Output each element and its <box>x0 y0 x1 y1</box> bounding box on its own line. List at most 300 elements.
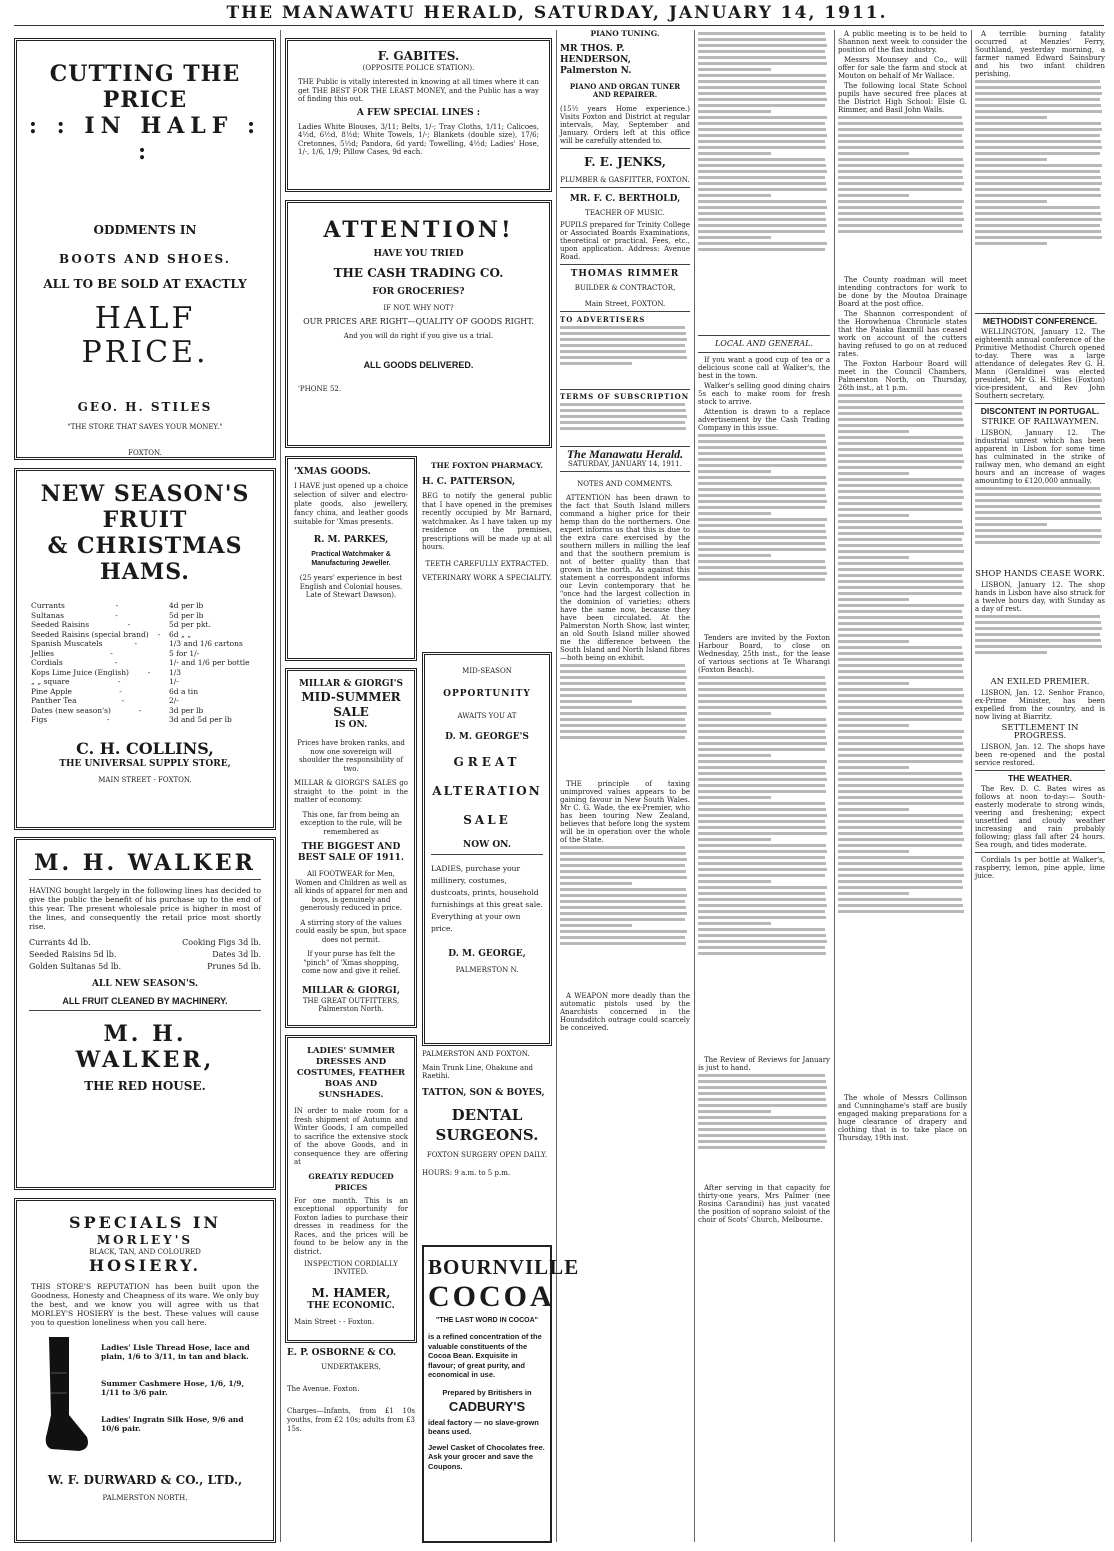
column-divider <box>280 30 281 1542</box>
separator: - <box>110 648 113 658</box>
collins-price-list <box>31 601 259 725</box>
text-line <box>838 724 909 727</box>
separator: - <box>121 696 125 705</box>
collins-item-price: 5d per lb <box>169 610 204 620</box>
patterson-body: BEG to notify the general public that I have opened in the premises recently occupied by Mr Barnard, watchmaker. As I have taken up my residence on the premises, prescriptions will be made up at all hours. <box>422 492 552 551</box>
text-line <box>838 802 964 805</box>
text-line <box>838 718 962 721</box>
text-line <box>975 511 1101 514</box>
hamer-body: IN order to make room for a fresh shipment of Autumn and Winter Goods, I am compelled to sacrifice the extensive stock of the above Goods, and in consequence they are offering at <box>294 1107 408 1166</box>
text-line <box>838 628 962 631</box>
cash-l6: OUR PRICES ARE RIGHT—QUALITY OF GOODS RIGHT. <box>303 317 534 326</box>
text-line <box>838 194 909 197</box>
walker-cleaned: ALL FRUIT CLEANED BY MACHINERY. <box>62 996 228 1006</box>
text-line <box>838 622 964 625</box>
patterson-vet: VETERINARY WORK A SPECIALITY. <box>422 574 552 582</box>
text-line <box>698 92 826 95</box>
collins-price-row <box>31 696 259 706</box>
text-line <box>838 706 963 709</box>
dental-l6: HOURS: 9 a.m. to 5 p.m. <box>422 1169 511 1177</box>
text-line <box>560 724 686 727</box>
text-line <box>975 633 1100 636</box>
text-line <box>698 212 825 215</box>
notes-continued <box>560 664 690 774</box>
text-line <box>838 538 962 541</box>
text-line <box>838 230 963 233</box>
osborne-charges: Charges—Infants, from £1 10s youths, from £2 10s; adults from £3 15s. <box>287 1407 415 1433</box>
text-line <box>838 170 962 173</box>
collins-price-row <box>31 611 259 621</box>
text-line <box>838 862 962 865</box>
text-line <box>698 38 826 41</box>
text-line <box>975 200 1047 203</box>
collins-head2: & CHRISTMAS HAMS. <box>47 533 243 585</box>
text-line <box>560 912 687 915</box>
text-line <box>560 688 686 691</box>
durward-ad <box>14 1198 276 1543</box>
text-line <box>838 218 964 221</box>
text-line <box>560 888 686 891</box>
text-line <box>838 140 963 143</box>
text-line <box>560 870 686 873</box>
text-line <box>838 520 962 523</box>
collins-item-price: 6d „ „ <box>169 629 192 639</box>
millar-p1: Prices have broken ranks, and now one sovereign will shoulder the responsibility of two. <box>297 739 405 773</box>
text-line <box>838 676 964 679</box>
text-line <box>698 512 771 515</box>
text-line <box>698 194 771 197</box>
hamer-ad <box>285 1035 417 1343</box>
text-line <box>838 874 964 877</box>
masthead-rule <box>14 25 1104 26</box>
text-line <box>698 766 825 769</box>
collins-item-name: Dates (new season's) <box>31 705 111 715</box>
osborne-addr: The Avenue. Foxton. <box>287 1385 360 1393</box>
text-line <box>698 110 771 113</box>
george-l5: GREAT <box>453 755 521 769</box>
cash-trading-ad <box>285 200 552 448</box>
text-line <box>698 206 827 209</box>
text-line <box>560 852 686 855</box>
text-line <box>838 200 964 203</box>
text-line <box>698 530 826 533</box>
text-line <box>975 158 1047 161</box>
col5-body5: The Shannon correspondent of the Horowhenua Chronicle states that the Paiaka flaxmill has ceased work on account of the cutters having refused to go on at reduced rates. <box>838 310 967 358</box>
stiles-line4: BOOTS AND SHOES. <box>59 252 231 266</box>
collins-item-name: Spanish Muscatels <box>31 639 103 648</box>
local-continued <box>698 434 830 634</box>
text-line <box>698 1122 827 1125</box>
text-line <box>698 868 827 871</box>
text-line <box>560 718 685 721</box>
text-line <box>838 574 962 577</box>
collins-price-row <box>31 630 259 640</box>
principle-body: THE principle of taxing unimproved values appears to be gaining favour in New South Wales. Mr C. G. Wade, the ex-Premier, who has been touring New Zealand, believes that before long the system will be in operation over the whole of the State. <box>560 780 690 844</box>
text-line <box>698 452 825 455</box>
text-line <box>838 430 909 433</box>
text-line <box>838 670 963 673</box>
text-line <box>698 86 825 89</box>
text-line <box>560 864 685 867</box>
collins-item-price: 3d and 5d per lb <box>169 715 232 724</box>
separator: - <box>119 686 122 696</box>
text-line <box>698 880 771 883</box>
cash-l7: And you will do right if you give us a trial. <box>343 332 494 340</box>
text-line <box>838 544 963 547</box>
strike-head: STRIKE OF RAILWAYMEN. <box>981 417 1099 427</box>
text-line <box>838 478 964 481</box>
text-line <box>838 586 964 589</box>
text-line <box>698 506 825 509</box>
george-l8: NOW ON. <box>463 840 511 850</box>
text-line <box>838 592 962 595</box>
text-line <box>698 682 826 685</box>
text-line <box>560 403 685 406</box>
text-line <box>698 548 826 551</box>
collins-store: THE UNIVERSAL SUPPLY STORE, <box>59 758 231 769</box>
text-line <box>975 212 1101 215</box>
local-general-head: LOCAL AND GENERAL. <box>714 339 814 348</box>
text-line <box>838 760 963 763</box>
collins-item-price: 1/- and 1/6 per bottle <box>169 658 250 667</box>
column-divider <box>556 30 557 1542</box>
text-line <box>975 627 1102 630</box>
herald-title: The Manawatu Herald. <box>566 447 684 461</box>
cash-l4: FOR GROCERIES? <box>372 287 465 297</box>
collins-price-row <box>31 706 259 716</box>
george-ad <box>422 652 552 1046</box>
col5-continued <box>838 116 967 276</box>
text-line <box>560 409 686 412</box>
george-l1: MID-SEASON <box>462 667 512 675</box>
text-line <box>838 400 963 403</box>
text-line <box>698 922 771 925</box>
collins-item-price: 1/3 and 1/6 cartons <box>168 639 243 648</box>
text-line <box>698 748 825 751</box>
settlement-head: SETTLEMENT IN PROGRESS. <box>1001 723 1079 741</box>
shop-continued <box>975 615 1105 675</box>
dental-l4: DENTAL SURGEONS. <box>435 1106 539 1144</box>
walker-price-b: Dates 3d lb. <box>212 950 261 959</box>
text-line <box>698 742 827 745</box>
george-l2: OPPORTUNITY <box>443 689 531 699</box>
text-line <box>838 646 962 649</box>
text-line <box>698 524 825 527</box>
parkes-trade: Practical Watchmaker & Manufacturing Jeweller. <box>311 551 391 567</box>
text-line <box>838 886 963 889</box>
text-line <box>975 128 1102 131</box>
text-line <box>838 736 962 739</box>
durward-firm: W. F. DURWARD & CO., LTD., <box>47 1473 243 1487</box>
collins-item-name: Seeded Raisins <box>31 620 90 629</box>
rimmer-name: THOMAS RIMMER <box>570 269 680 279</box>
text-line <box>560 326 685 329</box>
text-line <box>698 838 771 841</box>
text-line <box>560 930 687 933</box>
walker-prices <box>29 937 261 973</box>
text-line <box>560 936 685 939</box>
text-line <box>838 122 963 125</box>
millar-p3: This one, far from being an exception to the rule, will be remembered as <box>300 810 402 836</box>
col5-body7: The whole of Messrs Collinson and Cunninghame's staff are busily engaged making preparations for a huge clearance of drapery and clothing that is to take place on Thursday, 19th inst. <box>838 1094 967 1142</box>
cocoa-l2: COCOA <box>428 1280 555 1313</box>
text-line <box>698 74 826 77</box>
collins-price-row <box>31 601 259 611</box>
settlement-body: LISBON, Jan. 12. The shops have been re-opened and the postal service restored. <box>975 743 1105 767</box>
hamer-name: M. HAMER, <box>311 1286 391 1300</box>
text-line <box>698 446 827 449</box>
text-line <box>698 916 826 919</box>
text-line <box>838 502 962 505</box>
text-line <box>838 436 963 439</box>
local-continued-2 <box>698 676 830 1056</box>
text-line <box>975 517 1102 520</box>
text-line <box>698 104 825 107</box>
text-line <box>698 904 827 907</box>
text-line <box>698 712 771 715</box>
text-line <box>698 724 827 727</box>
text-line <box>698 554 771 557</box>
text-line <box>698 122 825 125</box>
text-line <box>698 32 825 35</box>
parkes-ad <box>285 456 417 661</box>
separator: - <box>117 677 121 686</box>
stiles-line5: ALL TO BE SOLD AT EXACTLY <box>43 277 247 291</box>
text-line <box>698 566 826 569</box>
text-line <box>975 98 1100 101</box>
collins-item-price: 1/3 <box>168 667 182 677</box>
text-line <box>838 508 963 511</box>
separator: - <box>134 639 137 648</box>
patterson-ad <box>422 460 552 660</box>
text-line <box>838 880 962 883</box>
text-line <box>975 639 1101 642</box>
george-l6: ALTERATION <box>432 784 542 798</box>
collins-price-row <box>31 649 259 659</box>
local-body1: If you want a good cup of tea or a delicious scone call at Walker's, the best in the town. <box>698 356 830 380</box>
text-line <box>838 152 909 155</box>
masthead: THE MANAWATU HERALD, SATURDAY, JANUARY 14, 1911. <box>226 3 888 23</box>
parkes-head: 'XMAS GOODS. <box>294 467 371 477</box>
text-line <box>698 736 826 739</box>
cash-l3: THE CASH TRADING CO. <box>333 266 504 280</box>
text-line <box>698 844 826 847</box>
text-line <box>838 212 963 215</box>
text-line <box>698 236 771 239</box>
text-line <box>560 700 632 703</box>
col5-continued-2 <box>838 394 967 1094</box>
walker-price-b: Prunes 5d lb. <box>207 962 261 971</box>
text-line <box>975 104 1101 107</box>
parkes-name: R. M. PARKES, <box>313 535 389 545</box>
text-line <box>698 1092 825 1095</box>
local-body5: The Review of Reviews for January is just to hand. <box>698 1056 830 1072</box>
text-line <box>698 170 827 173</box>
separator: - <box>114 658 118 667</box>
discontent-head: DISCONTENT IN PORTUGAL. <box>980 406 1100 416</box>
text-line <box>698 862 826 865</box>
collins-item-name: Panther Tea <box>31 696 77 705</box>
text-line <box>698 146 826 149</box>
text-line <box>838 820 964 823</box>
text-line <box>698 188 827 191</box>
text-line <box>698 790 826 793</box>
collins-item-name: „ „ square <box>31 677 70 686</box>
text-line <box>838 844 962 847</box>
text-line <box>975 645 1102 648</box>
millar-head1: MILLAR & GIORGI'S <box>298 679 404 689</box>
collins-item-name: Pine Apple <box>31 686 72 696</box>
text-line <box>838 898 962 901</box>
text-line <box>975 505 1100 508</box>
stiles-slogan: "THE STORE THAT SAVES YOUR MONEY." <box>67 423 223 431</box>
separator: - <box>115 601 119 610</box>
collins-price-row <box>31 668 259 678</box>
parkes-body: I HAVE just opened up a choice selection of silver and electro-plate goods, also jewellery, fancy china, and leather goods suitable for 'Xmas presents. <box>294 482 408 526</box>
text-line <box>698 494 826 497</box>
walker-ad <box>14 837 276 1190</box>
text-line <box>838 448 962 451</box>
text-line <box>975 170 1100 173</box>
text-line <box>698 572 827 575</box>
col6-continued <box>975 80 1105 310</box>
text-line <box>698 440 826 443</box>
durward-item3: Ladies' Ingrain Silk Hose, 9/6 and 10/6 pair. <box>101 1415 244 1433</box>
text-line <box>975 134 1100 137</box>
text-line <box>560 846 685 849</box>
text-line <box>698 1098 826 1101</box>
text-line <box>560 924 632 927</box>
text-line <box>698 706 827 709</box>
text-line <box>838 526 963 529</box>
george-body: LADIES, purchase your millinery, costumes, dustcoats, prints, household furnishings at this great sale. Everything at your own price. <box>431 864 543 933</box>
text-line <box>838 634 963 637</box>
stiles-ad <box>14 38 276 460</box>
text-line <box>975 230 1101 233</box>
text-line <box>838 598 909 601</box>
separator: - <box>115 610 118 620</box>
millar-head3: IS ON. <box>334 720 368 730</box>
gabites-lines: Ladies White Blouses, 3/11; Belts, 1/-; Tray Cloths, 1/11; Calicoes, 4½d, 6½d, 8½d; White Towels, 1/-; Blankets (double size), 17/6; Cretonnes, 5½d; Pandora, 6d yard; Towelling, 4½d; Ladies' Hose, 1/-, 1/6, 1/9; Pillow Cases, 9d each. <box>298 122 539 156</box>
text-line <box>838 424 964 427</box>
text-line <box>698 56 826 59</box>
text-line <box>560 894 687 897</box>
text-line <box>838 700 962 703</box>
hamer-addr: Main Street - - Foxton. <box>294 1318 375 1326</box>
strike-body: LISBON, January 12. The industrial unrest which has been apparent in Lisbon for some time has culminated in the strike of railway men, who demand an eight hours and an increase of wages amounting to £120,000 annually. <box>975 429 1105 485</box>
text-line <box>698 248 825 251</box>
text-line <box>838 826 962 829</box>
local-body4: Tenders are invited by the Foxton Harbour Board, to close on Wednesday, 25th inst., for the lease of various sections at Te Wharangi (Foxton Beach). <box>698 634 830 674</box>
george-l7: SALE <box>463 813 511 827</box>
weather-head: THE WEATHER. <box>1007 773 1073 783</box>
separator: - <box>138 705 142 715</box>
text-line <box>838 164 964 167</box>
text-line <box>698 488 825 491</box>
text-line <box>838 688 963 691</box>
text-line <box>698 856 825 859</box>
text-line <box>838 206 962 209</box>
parkes-note: (25 years' experience in best English and Colonial houses. Late of Stewart Dawson). <box>299 574 403 599</box>
stiles-name: GEO. H. STILES <box>77 400 213 414</box>
col4-top-text <box>698 32 830 332</box>
dental-l5: FOXTON SURGERY OPEN DAILY. <box>426 1151 548 1159</box>
gabites-lines-head: A FEW SPECIAL LINES : <box>356 107 481 118</box>
durward-head3: BLACK, TAN, AND COLOURED <box>89 1248 201 1256</box>
text-line <box>698 50 825 53</box>
cash-l5: IF NOT. WHY NOT? <box>383 304 454 312</box>
millar-giorgi-ad <box>285 668 417 1028</box>
col5-body3: The following local State School pupils have secured free places at the District High School: Elsie G. Rimmer, and Basil John Walls. <box>838 82 967 114</box>
text-line <box>838 838 964 841</box>
text-line <box>698 464 827 467</box>
collins-item-name: Jellies <box>31 648 54 658</box>
walker-body: HAVING bought largely in the following lines has decided to give the public the benefit of his purchase up to the end of this year. The present wholesale price is higher in most of the lines, and consequently the retail price most shortly rise. <box>29 886 261 931</box>
text-line <box>698 784 825 787</box>
text-line <box>698 808 826 811</box>
text-line <box>560 706 686 709</box>
stocking-icon <box>31 1333 95 1463</box>
collins-item-price: 5d per pkt. <box>168 620 211 629</box>
text-line <box>838 472 909 475</box>
durward-place: PALMERSTON NORTH. <box>102 1494 188 1502</box>
cocoa-l6: CADBURY'S <box>448 1398 526 1414</box>
text-line <box>698 500 827 503</box>
text-line <box>975 188 1100 191</box>
dental-ad <box>422 1050 552 1240</box>
collins-name: C. H. COLLINS, <box>76 738 214 758</box>
collins-price-row <box>31 658 259 668</box>
text-line <box>560 670 686 673</box>
hamer-body2: For one month. This is an exceptional opportunity for Foxton ladies to purchase their dresses in readiness for the Races, and the prices will be found to be below any in the district. <box>294 1196 408 1256</box>
text-line <box>975 487 1100 490</box>
stiles-line3: ODDMENTS IN <box>93 223 197 237</box>
text-line <box>838 496 964 499</box>
walker-name2: M. H. WALKER, <box>75 1021 215 1073</box>
stiles-place: FOXTON. <box>128 449 162 457</box>
text-line <box>698 1080 826 1083</box>
millar-p2: MILLAR & GIORGI'S SALES go straight to the point in the matter of economy. <box>294 779 408 804</box>
collins-item-name: Figs <box>31 715 48 724</box>
text-line <box>560 415 687 418</box>
text-line <box>560 344 685 347</box>
text-line <box>975 535 1102 538</box>
text-line <box>975 236 1102 239</box>
separator: - <box>106 715 110 724</box>
text-line <box>698 116 827 119</box>
strike-continued <box>975 487 1105 567</box>
separator: - <box>147 667 151 677</box>
text-line <box>975 110 1102 113</box>
millar-p6: If your purse has felt the "pinch" of 'Xmas shopping, come now and give it relief. <box>301 950 401 975</box>
text-line <box>698 182 826 185</box>
herald-date: SATURDAY, JANUARY 14, 1911. <box>568 460 682 468</box>
osborne-ad <box>287 1348 415 1543</box>
text-line <box>838 454 963 457</box>
text-line <box>838 532 964 535</box>
collins-item-name: Kops Lime Juice (English) <box>31 667 129 677</box>
walker-price-row <box>29 961 261 973</box>
text-line <box>838 664 962 667</box>
george-place: PALMERSTON N. <box>455 966 519 974</box>
text-line <box>838 412 962 415</box>
cocoa-l7: ideal factory — no slave-grown beans used. <box>428 1417 539 1436</box>
text-line <box>698 62 827 65</box>
text-line <box>560 427 686 430</box>
text-line <box>838 176 963 179</box>
hamer-invite: INSPECTION CORDIALLY INVITED. <box>304 1260 398 1276</box>
text-line <box>838 550 964 553</box>
